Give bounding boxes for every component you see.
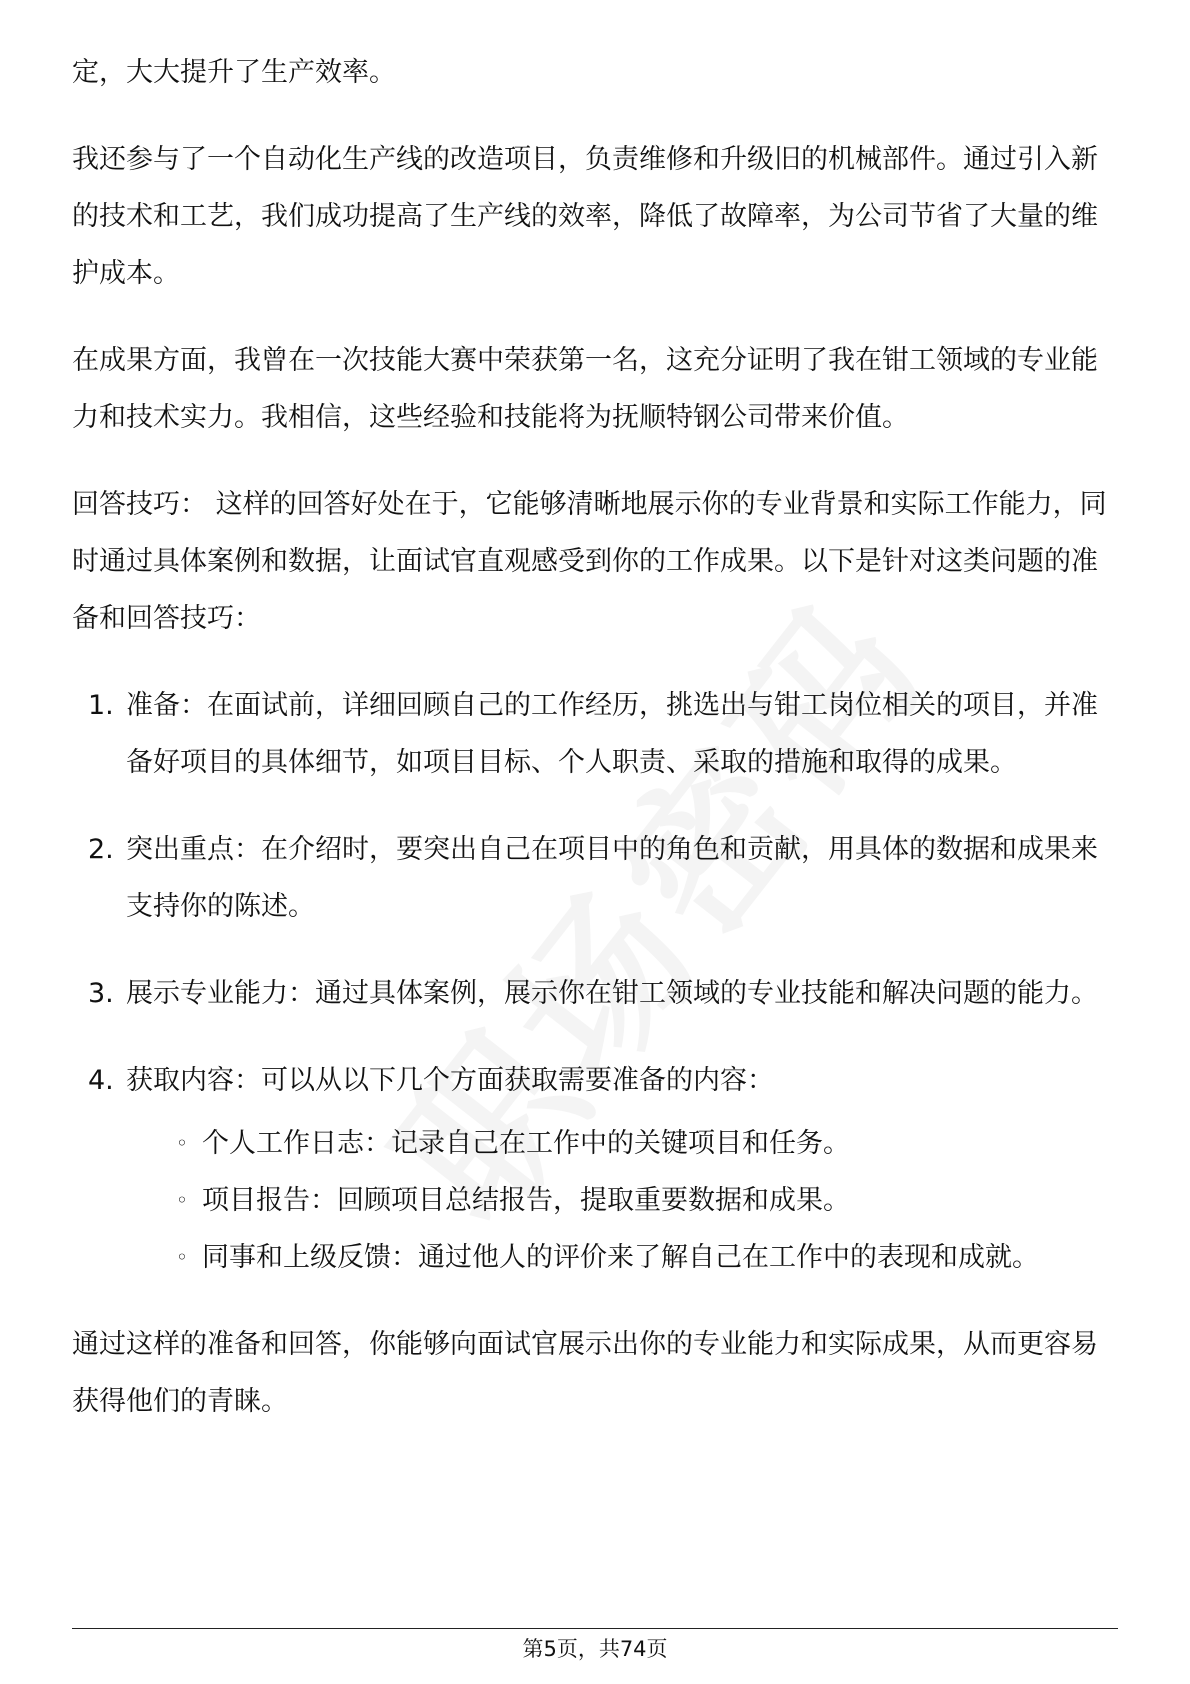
footer-divider — [72, 1628, 1118, 1629]
bullet-icon: ◦ — [176, 1188, 188, 1212]
list-number: 3. — [88, 978, 114, 1009]
paragraph-achievements: 在成果方面，我曾在一次技能大赛中荣获第一名，这充分证明了我在钳工领域的专业能力和技术实力。我相信，这些经验和技能将为抚顺特钢公司带来价值。 — [72, 345, 1098, 433]
list-item-text: 获取内容：可以从以下几个方面获取需要准备的内容： — [126, 1065, 774, 1096]
tips-numbered-list — [72, 677, 1118, 1286]
list-item — [72, 1052, 1118, 1286]
list-item — [72, 821, 1118, 935]
sublist-item — [176, 1229, 1118, 1286]
list-number: 1. — [88, 690, 114, 721]
sublist-item-text: 项目报告：回顾项目总结报告，提取重要数据和成果。 — [202, 1185, 850, 1216]
bullet-icon: ◦ — [176, 1245, 188, 1269]
sublist-item — [176, 1115, 1118, 1172]
content-sources-sublist — [126, 1115, 1118, 1286]
list-item — [72, 677, 1118, 791]
list-item-text: 突出重点：在介绍时，要突出自己在项目中的角色和贡献，用具体的数据和成果来支持你的陈述。 — [126, 834, 1098, 922]
list-number: 4. — [88, 1065, 114, 1096]
bullet-icon: ◦ — [176, 1131, 188, 1155]
paragraph-closing: 通过这样的准备和回答，你能够向面试官展示出你的专业能力和实际成果，从而更容易获得他们的青睐。 — [72, 1329, 1098, 1417]
sublist-item-text: 个人工作日志：记录自己在工作中的关键项目和任务。 — [202, 1128, 850, 1159]
sublist-item — [176, 1172, 1118, 1229]
list-item — [72, 965, 1118, 1022]
list-item-text: 准备：在面试前，详细回顾自己的工作经历，挑选出与钳工岗位相关的项目，并准备好项目的具体细节，如项目目标、个人职责、采取的措施和取得的成果。 — [126, 690, 1098, 778]
page-number-footer: 第5页，共74页 — [522, 1637, 668, 1661]
sublist-item-text: 同事和上级反馈：通过他人的评价来了解自己在工作中的表现和成就。 — [202, 1242, 1039, 1273]
paragraph-automation-project: 我还参与了一个自动化生产线的改造项目，负责维修和升级旧的机械部件。通过引入新的技术和工艺，我们成功提高了生产线的效率，降低了故障率，为公司节省了大量的维护成本。 — [72, 144, 1098, 289]
list-number: 2. — [88, 834, 114, 865]
list-item-text: 展示专业能力：通过具体案例，展示你在钳工领域的专业技能和解决问题的能力。 — [126, 978, 1098, 1009]
document-body — [72, 44, 1118, 1460]
paragraph-answer-tips: 回答技巧： 这样的回答好处在于，它能够清晰地展示你的专业背景和实际工作能力，同时通过具体案例和数据，让面试官直观感受到你的工作成果。以下是针对这类问题的准备和回答技巧： — [72, 489, 1107, 634]
paragraph-continuation: 定，大大提升了生产效率。 — [72, 57, 396, 88]
